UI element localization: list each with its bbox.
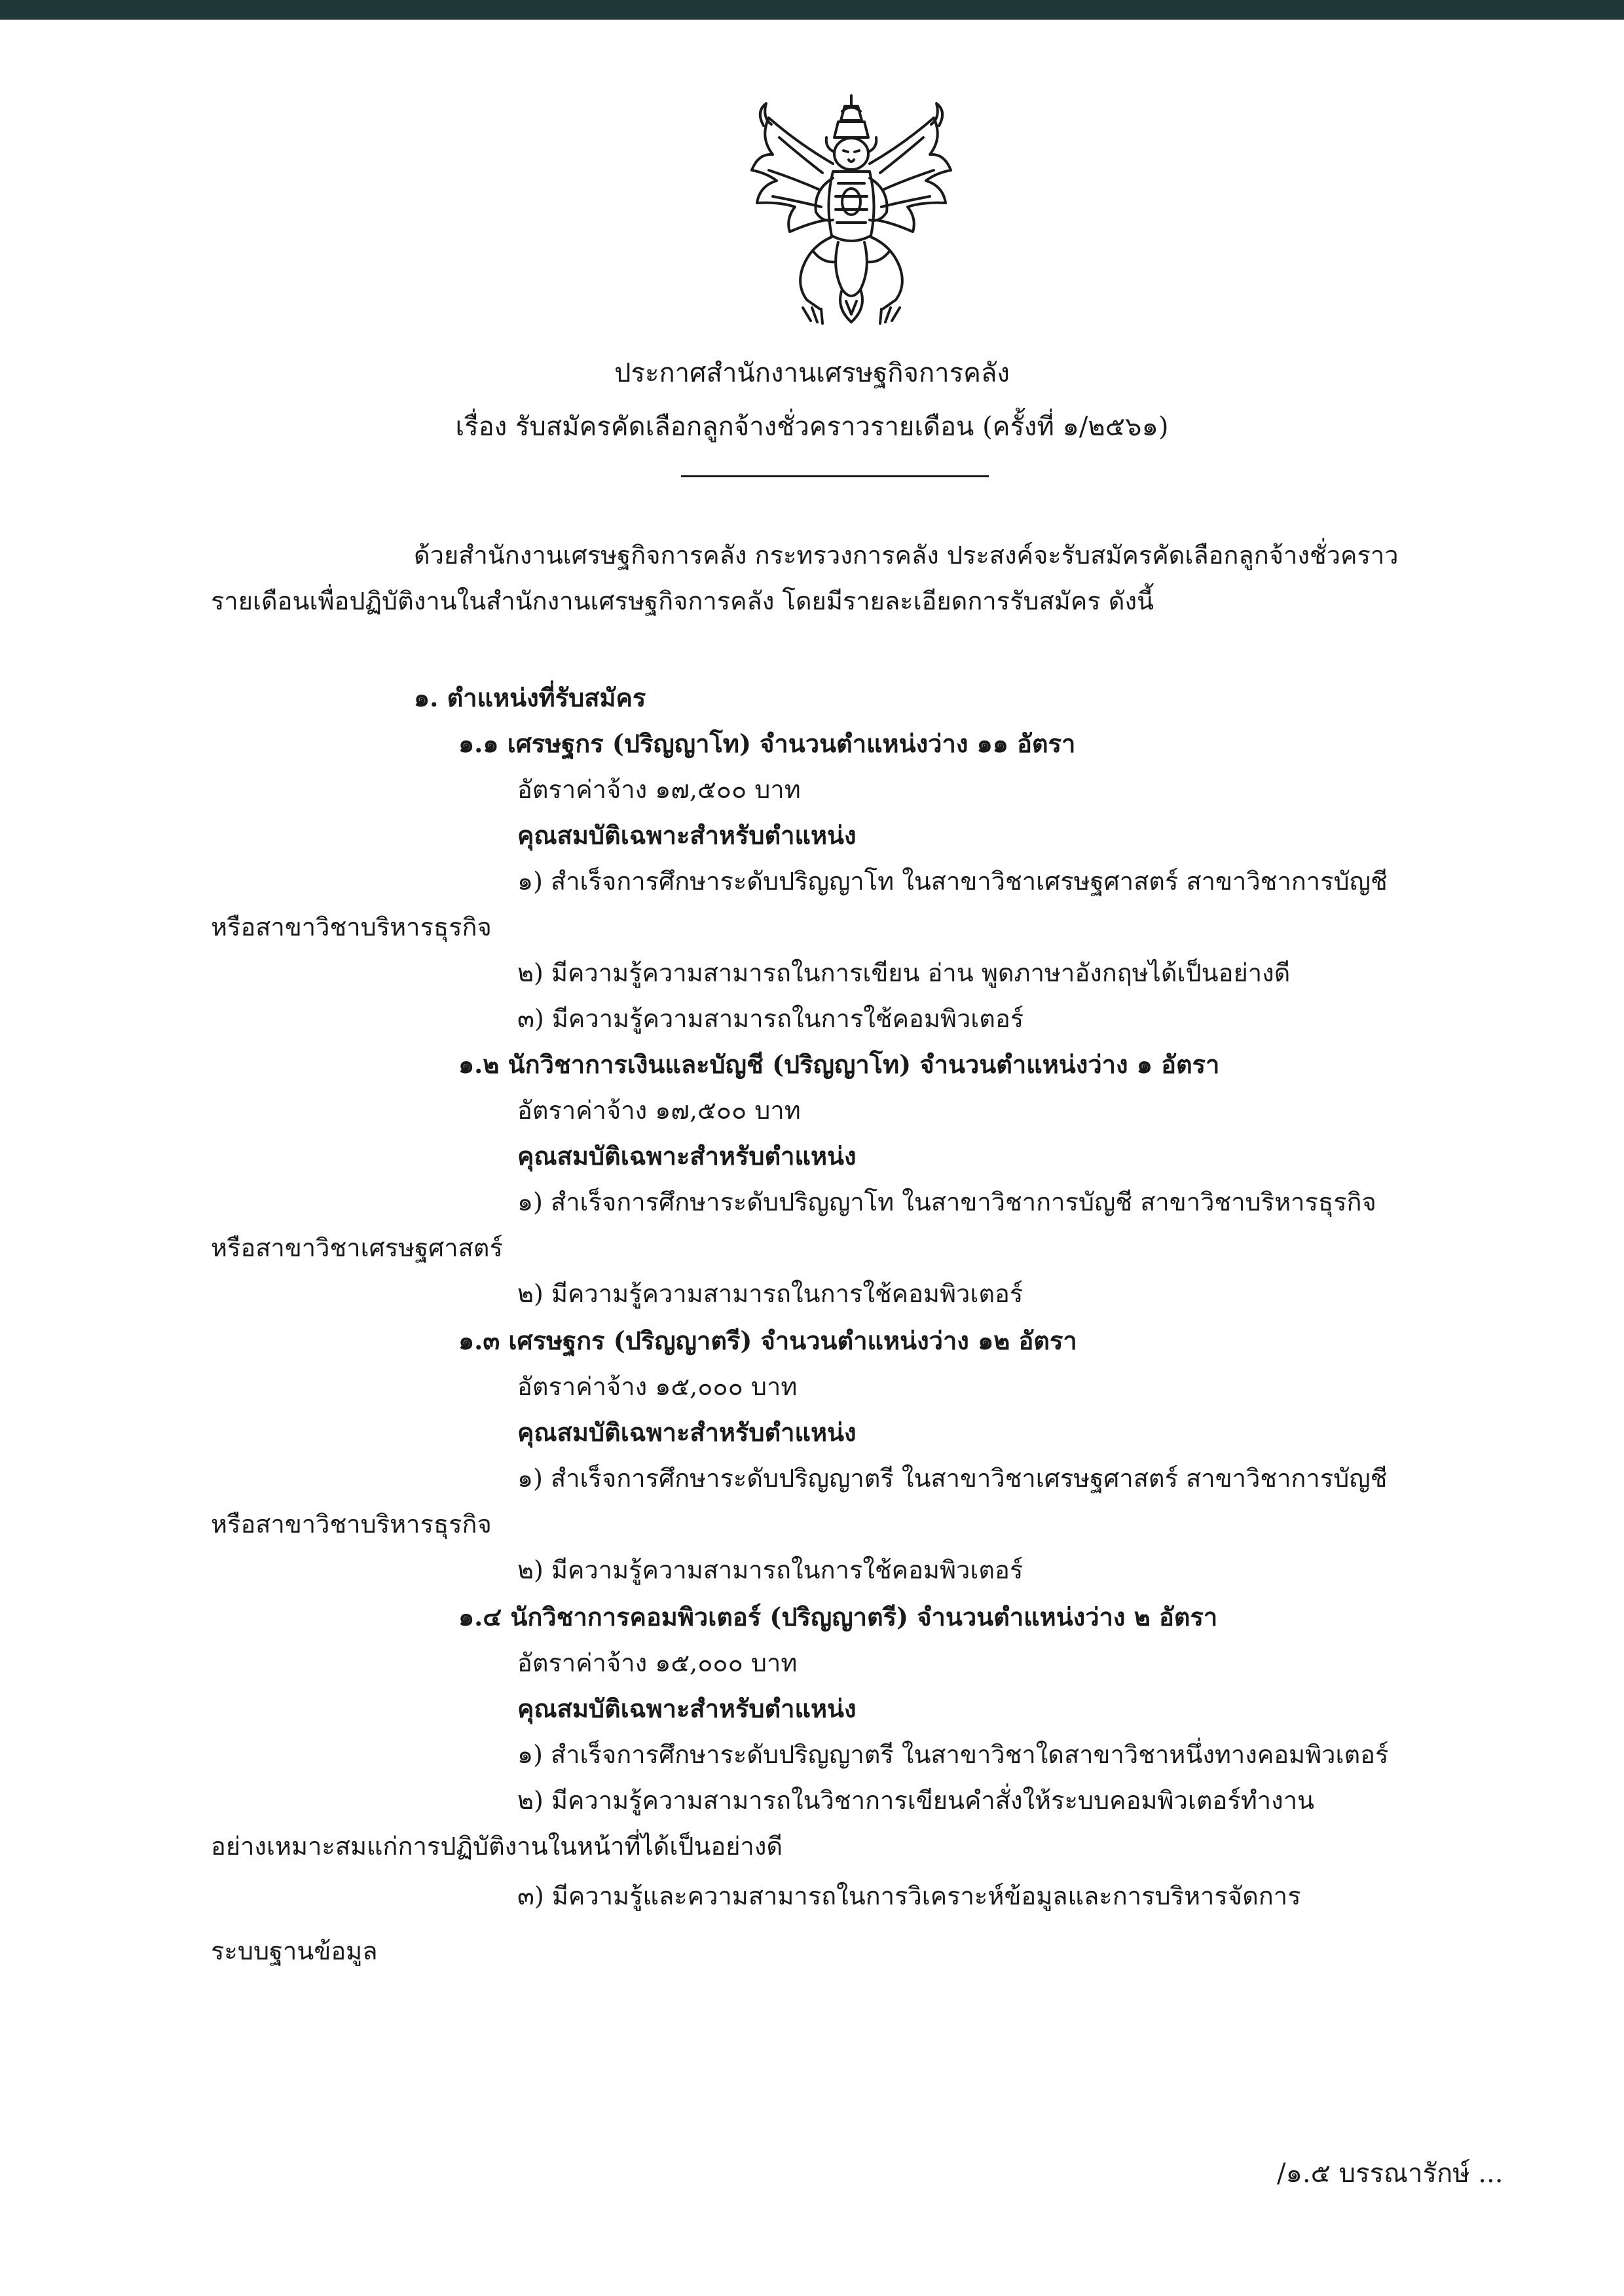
announcement-title: ประกาศสำนักงานเศรษฐกิจการคลัง bbox=[614, 358, 1010, 388]
position-1-2-qualification-label: คุณสมบัติเฉพาะสำหรับตำแหน่ง bbox=[517, 1141, 857, 1171]
section-1-heading: ๑. ตำแหน่งที่รับสมัคร bbox=[414, 683, 646, 712]
position-1-2-salary: อัตราค่าจ้าง ๑๗,๕๐๐ บาท bbox=[517, 1096, 801, 1125]
scan-edge-bar bbox=[0, 0, 1624, 20]
position-1-3-title: ๑.๓ เศรษฐกร (ปริญญาตรี) จำนวนตำแหน่งว่าง ๑๒ อัตรา bbox=[458, 1326, 1077, 1355]
intro-line-2: รายเดือนเพื่อปฏิบัติงานในสำนักงานเศรษฐกิจการคลัง โดยมีรายละเอียดการรับสมัคร ดังนี้ bbox=[211, 587, 1154, 615]
position-1-2-q1-line-1: ๑) สำเร็จการศึกษาระดับปริญญาโท ในสาขาวิชาการบัญชี สาขาวิชาบริหารธุรกิจ bbox=[517, 1188, 1376, 1216]
intro-line-1: ด้วยสำนักงานเศรษฐกิจการคลัง กระทรวงการคลัง ประสงค์จะรับสมัครคัดเลือกลูกจ้างชั่วคราว bbox=[414, 541, 1399, 570]
announcement-subject: เรื่อง รับสมัครคัดเลือกลูกจ้างชั่วคราวรายเดือน (ครั้งที่ ๑/๒๕๖๑) bbox=[455, 412, 1169, 442]
position-1-4-qualification-label: คุณสมบัติเฉพาะสำหรับตำแหน่ง bbox=[517, 1694, 857, 1723]
position-1-3-qualification-label: คุณสมบัติเฉพาะสำหรับตำแหน่ง bbox=[517, 1417, 857, 1447]
position-1-3-q1-line-1: ๑) สำเร็จการศึกษาระดับปริญญาตรี ในสาขาวิชาเศรษฐศาสตร์ สาขาวิชาการบัญชี bbox=[517, 1464, 1388, 1493]
position-1-2-title: ๑.๒ นักวิชาการเงินและบัญชี (ปริญญาโท) จำนวนตำแหน่งว่าง ๑ อัตรา bbox=[458, 1049, 1220, 1079]
position-1-3-salary: อัตราค่าจ้าง ๑๕,๐๐๐ บาท bbox=[517, 1372, 798, 1401]
position-1-1-salary: อัตราค่าจ้าง ๑๗,๕๐๐ บาท bbox=[517, 775, 801, 804]
position-1-1-title: ๑.๑ เศรษฐกร (ปริญญาโท) จำนวนตำแหน่งว่าง ๑๑ อัตรา bbox=[458, 729, 1076, 758]
position-1-2-q2: ๒) มีความรู้ความสามารถในการใช้คอมพิวเตอร์ bbox=[517, 1279, 1024, 1308]
position-1-3-q1-line-2: หรือสาขาวิชาบริหารธุรกิจ bbox=[211, 1510, 492, 1539]
position-1-1-q1-line-1: ๑) สำเร็จการศึกษาระดับปริญญาโท ในสาขาวิชาเศรษฐศาสตร์ สาขาวิชาการบัญชี bbox=[517, 867, 1388, 896]
garuda-emblem-icon bbox=[740, 92, 963, 334]
title-underline bbox=[681, 475, 989, 477]
position-1-1-q2: ๒) มีความรู้ความสามารถในการเขียน อ่าน พูดภาษาอังกฤษได้เป็นอย่างดี bbox=[517, 958, 1291, 987]
position-1-4-q1: ๑) สำเร็จการศึกษาระดับปริญญาตรี ในสาขาวิชาใดสาขาวิชาหนึ่งทางคอมพิวเตอร์ bbox=[517, 1740, 1389, 1769]
position-1-1-q1-line-2: หรือสาขาวิชาบริหารธุรกิจ bbox=[211, 913, 492, 941]
position-1-4-q2-line-1: ๒) มีความรู้ความสามารถในวิชาการเขียนคำสั่งให้ระบบคอมพิวเตอร์ทำงาน bbox=[517, 1786, 1315, 1815]
position-1-4-q3-line-1: ๓) มีความรู้และความสามารถในการวิเคราะห์ข้อมูลและการบริหารจัดการ bbox=[517, 1882, 1301, 1910]
position-1-4-title: ๑.๔ นักวิชาการคอมพิวเตอร์ (ปริญญาตรี) จำนวนตำแหน่งว่าง ๒ อัตรา bbox=[458, 1602, 1218, 1631]
position-1-1-qualification-label: คุณสมบัติเฉพาะสำหรับตำแหน่ง bbox=[517, 820, 857, 850]
position-1-3-q2: ๒) มีความรู้ความสามารถในการใช้คอมพิวเตอร์ bbox=[517, 1556, 1024, 1584]
position-1-4-q2-line-2: อย่างเหมาะสมแก่การปฏิบัติงานในหน้าที่ได้เป็นอย่างดี bbox=[211, 1832, 783, 1861]
position-1-2-q1-line-2: หรือสาขาวิชาเศรษฐศาสตร์ bbox=[211, 1233, 503, 1262]
position-1-1-q3: ๓) มีความรู้ความสามารถในการใช้คอมพิวเตอร์ bbox=[517, 1004, 1024, 1033]
position-1-4-q3-line-2: ระบบฐานข้อมูล bbox=[211, 1937, 378, 1965]
continuation-note: /๑.๕ บรรณารักษ์ ... bbox=[1277, 2159, 1504, 2189]
position-1-4-salary: อัตราค่าจ้าง ๑๕,๐๐๐ บาท bbox=[517, 1649, 798, 1677]
